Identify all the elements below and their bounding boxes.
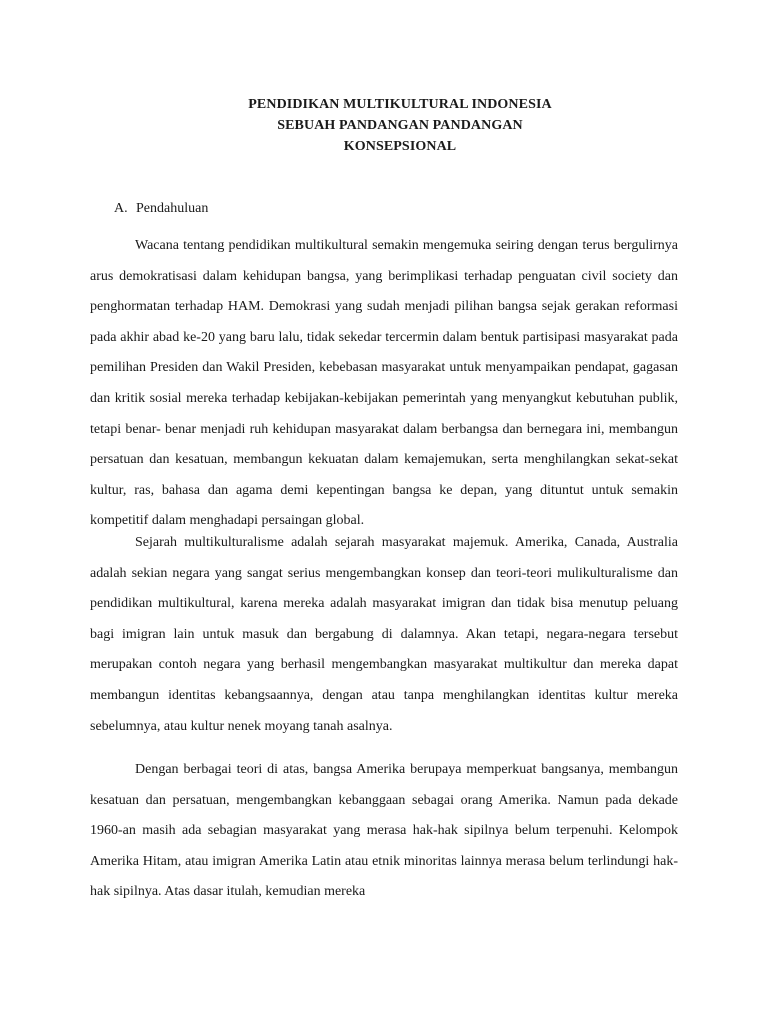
section-marker: A. <box>114 201 128 216</box>
section-heading <box>114 199 208 219</box>
paragraph-1 <box>90 231 678 537</box>
paragraph-2-text: Sejarah multikulturalisme adalah sejarah masyarakat majemuk. Amerika, Canada, Australia adalah sekian negara yang sangat serius mengembangkan konsep dan teori-teori mulikulturalisme dan pendidikan multikultural, karena mereka adalah masyarakat imigran dan tidak bisa menutup peluang bagi imigran lain untuk masuk dan bergabung di dalamnya. Akan tetapi, negara-negara tersebut merupakan contoh negara yang berhasil mengembangkan masyarakat multikultur dan mereka dapat membangun identitas kebangsaannya, dengan atau tanpa menghilangkan identitas kultur mereka sebelumnya, atau kultur nenek moyang tanah asalnya. <box>90 535 678 734</box>
section-heading-text: Pendahuluan <box>136 201 209 216</box>
paragraph-1-text: Wacana tentang pendidikan multikultural semakin mengemuka seiring dengan terus bergulirnya arus demokratisasi dalam kehidupan bangsa, yang berimplikasi terhadap penguatan civil society dan penghormatan terhadap HAM. Demokrasi yang sudah menjadi pilihan bangsa sejak gerakan reformasi pada akhir abad ke-20 yang baru lalu, tidak sekedar tercermin dalam bentuk partisipasi masyarakat pada pemilihan Presiden dan Wakil Presiden, kebebasan masyarakat untuk menyampaikan pendapat, gagasan dan kritik sosial mereka terhadap kebijakan-kebijakan pemerintah yang menyangkut kebutuhan publik, tetapi benar- benar menjadi ruh kehidupan masyarakat dalam berbangsa dan bernegara ini, membangun persatuan dan kesatuan, membangun kekuatan dalam kemajemukan, serta menghilangkan sekat-sekat kultur, ras, bahasa dan agama demi kepentingan bangsa ke depan, yang dituntut untuk semakin kompetitif dalam menghadapi persaingan global. <box>90 238 678 529</box>
paragraph-3-text: Dengan berbagai teori di atas, bangsa Amerika berupaya memperkuat bangsanya, membangun kesatuan dan persatuan, mengembangkan kebanggaan sebagai orang Amerika. Namun pada dekade 1960-an masih ada sebagian masyarakat yang merasa hak-hak sipilnya belum terpenuhi. Kelompok Amerika Hitam, atau imigran Amerika Latin atau etnik minoritas lainnya merasa belum terlindungi hak-hak sipilnya. Atas dasar itulah, kemudian mereka <box>90 762 678 900</box>
title-line-1: PENDIDIKAN MULTIKULTURAL INDONESIA <box>248 97 552 112</box>
paragraph-2 <box>90 528 678 742</box>
document-title <box>0 94 768 157</box>
title-line-2: SEBUAH PANDANGAN PANDANGAN <box>277 118 523 133</box>
paragraph-3 <box>90 755 678 908</box>
title-line-3: KONSEPSIONAL <box>343 139 457 154</box>
